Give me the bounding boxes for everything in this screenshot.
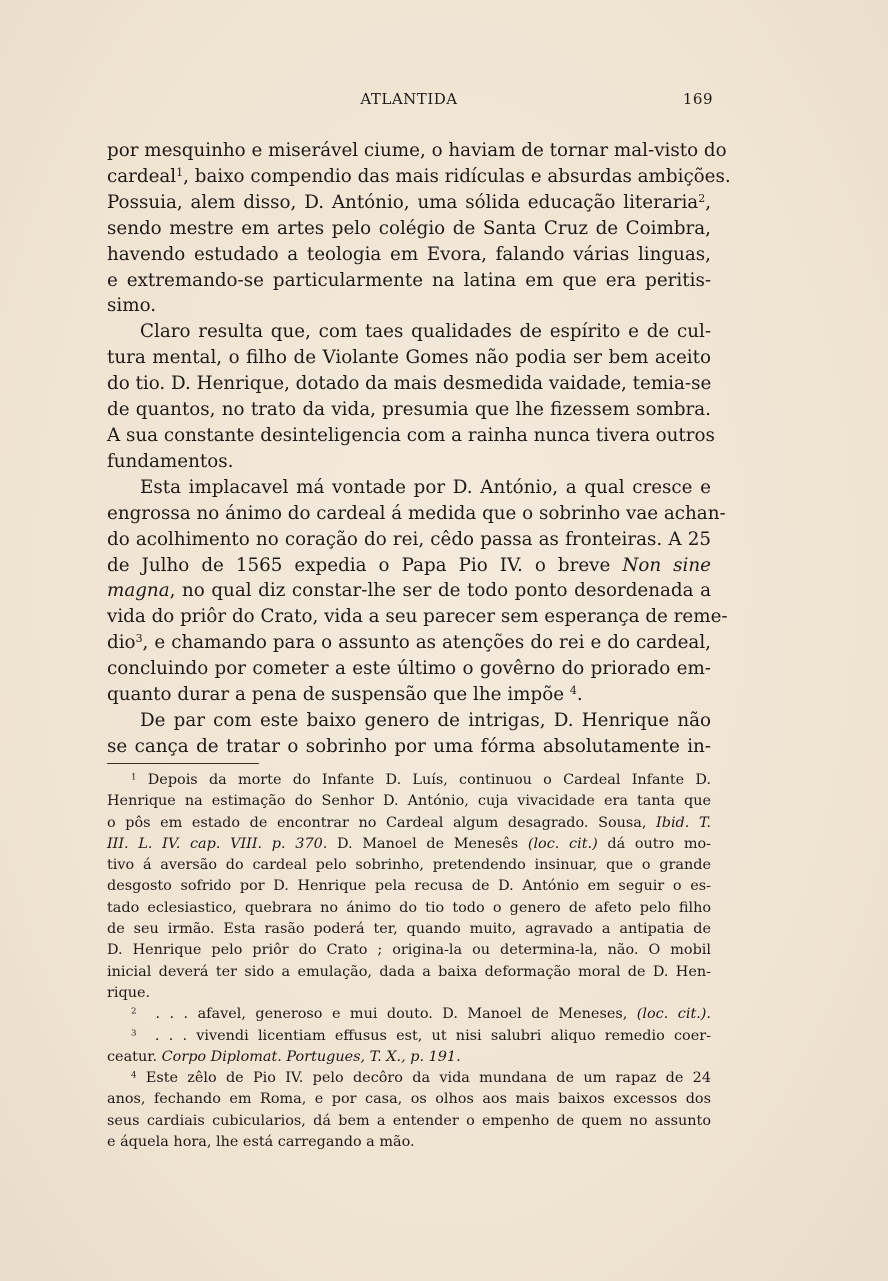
paragraph	[107, 319, 715, 474]
page-number: 169	[682, 90, 713, 108]
text-line: A sua constante desinteligencia com a rainha nunca tivera outros	[107, 424, 715, 446]
footnote-ref: 3	[135, 632, 143, 646]
footnote-2: $^2$ . . . afavel, generoso e mui douto. D. Manoel de Meneses, (loc. cit.).	[131, 1006, 711, 1023]
latin-title: magna	[107, 580, 170, 602]
footnote-3: $^3$ . . . vivendi licentiam effusus est, ut nisi salubri aliquo remedio coer- ceatur. Corpo Diplomat. Portugues, T. X., p. 191.	[107, 1027, 711, 1065]
paragraph	[107, 708, 711, 760]
text-line: tura mental, o filho de Violante Gomes não podia ser bem aceito	[107, 347, 711, 369]
text-line: de quantos, no trato da vida, presumia que lhe fizessem sombra.	[107, 399, 711, 421]
footnote-4: $^4$ Este zêlo de Pio IV. pelo decôro da vida mundana de um rapaz de 24 anos, fechando em Roma, e por casa, os olhos aos mais baixos excessos dos seus cardiais cubicularios, dá bem a entender o empenho de quem no assunto e áquela hora, lhe está carregando a mão.	[107, 1070, 711, 1151]
text-line: do acolhimento no coração do rei, cêdo passa as fronteiras. A 25	[107, 528, 711, 550]
text-line: fundamentos.	[107, 450, 234, 472]
paragraph	[107, 138, 731, 319]
footnote-ref: 4	[569, 684, 577, 697]
text-line: de Julho de 1565 expedia o Papa Pio IV. o breve Non sine	[107, 554, 711, 576]
text-line: Esta implacavel má vontade por D. António, a qual cresce e	[140, 476, 711, 498]
footnote-mark: 4	[131, 1070, 137, 1081]
text-line: por mesquinho e miserável ciume, o haviam de tornar mal-visto do	[107, 140, 727, 161]
paragraph	[107, 475, 728, 708]
text-line: quanto durar a pena de suspensão que lhe impõe $^4$.	[107, 684, 583, 706]
footnote-mark: 2	[131, 1006, 137, 1017]
running-title: ATLANTIDA	[360, 90, 458, 108]
text-line: havendo estudado a teologia em Evora, falando várias linguas,	[107, 243, 711, 265]
text-line: sendo mestre em artes pelo colégio de Santa Cruz de Coimbra,	[107, 217, 711, 239]
text-line: vida do priôr do Crato, vida a seu parecer sem esperança de reme-	[107, 606, 728, 628]
footnote-rule	[107, 763, 259, 764]
text-line: Possuia, alem disso, D. António, uma sólida educação literaria$^2$,	[107, 191, 711, 213]
footnote-mark: 3	[131, 1027, 137, 1038]
main-text	[107, 138, 731, 760]
text-line: De par com este baixo genero de intrigas, D. Henrique não	[140, 709, 711, 731]
footnote-1: $^1$ Depois da morte do Infante D. Luís, continuou o Cardeal Infante D. Henrique na estimação do Senhor D. António, cuja vivacidade era tanta que o pôs em estado de encontrar no Cardeal algum desagrado. Sousa, Ibid. T. III. L. IV. cap. VIII. p. 370. D. Manoel de Menesês (loc. cit.) dá outro mo- tivo á aversão do cardeal pelo sobrinho, pretendendo insinuar, que o grande desgosto sofrido por D. Henrique pela recusa de D. António em seguir o es- tado eclesiastico, quebrara no ánimo do tio todo o genero de afeto pelo filho de seu irmão. Esta rasão poderá ter, quando muito, agravado a antipatia de D. Henrique pelo priôr do Crato ; origina-la ou determina-la, não. O mobil inicial deverá ter sido a emulação, dada a baixa deformação moral de D. Hen- rique.	[107, 772, 712, 1001]
footnotes	[107, 770, 711, 1153]
running-header	[107, 90, 711, 114]
text-line: dio$^3$, e chamando para o assunto as atenções do rei e do cardeal,	[107, 632, 711, 654]
text-line: simo.	[107, 295, 157, 317]
footnote-ref: 2	[698, 191, 706, 205]
text-line: concluindo por cometer a este último o govêrno do priorado em-	[107, 658, 711, 680]
text-line: cardeal$^1$, baixo compendio das mais ridículas e absurdas ambições.	[107, 165, 731, 187]
footnote-mark: 1	[131, 772, 137, 783]
text-line: do tio. D. Henrique, dotado da mais desmedida vaidade, temia-se	[107, 373, 712, 395]
text-line: magna, no qual diz constar-lhe ser de todo ponto desordenada a	[107, 580, 711, 602]
latin-title: Non sine	[622, 554, 711, 576]
text-line: e extremando-se particularmente na latina em que era peritis-	[107, 269, 711, 291]
text-line: se cança de tratar o sobrinho por uma fórma absolutamente in-	[107, 735, 711, 757]
text-line: engrossa no ánimo do cardeal á medida que o sobrinho vae achan-	[107, 502, 726, 524]
text-line: Claro resulta que, com taes qualidades de espírito e de cul-	[140, 321, 711, 343]
footnote-ref: 1	[176, 165, 184, 179]
